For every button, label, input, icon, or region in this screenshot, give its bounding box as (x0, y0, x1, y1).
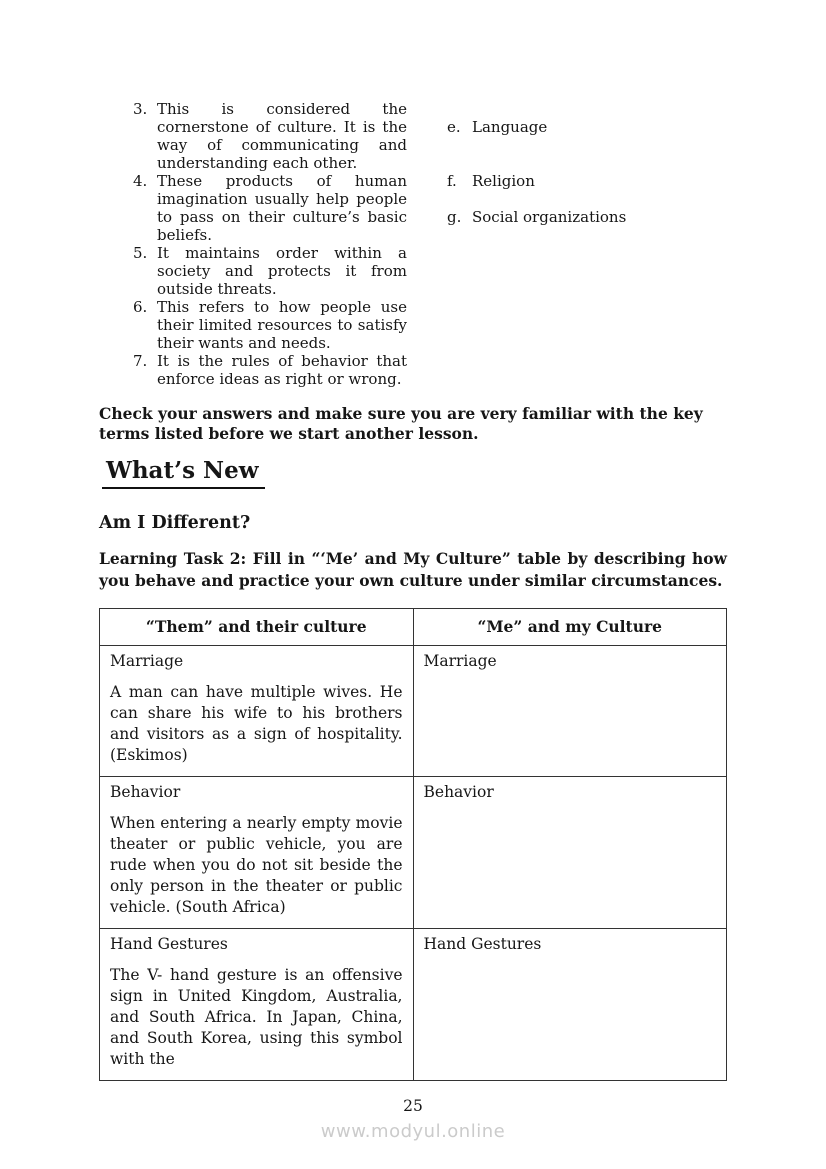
item-number: 4. (133, 172, 148, 190)
item-text: This refers to how people use their limited resources to satisfy their wants and needs. (157, 298, 407, 352)
option-item (447, 172, 535, 190)
option-letter: g. (447, 208, 462, 226)
item-number: 3. (133, 100, 148, 118)
watermark: www.modyul.online (320, 1121, 506, 1142)
activity-title: Am I Different? (99, 513, 251, 533)
option-letter: e. (447, 118, 461, 136)
them-cell (100, 777, 414, 929)
item-text: These products of human imagination usually help people to pass on their culture’s basic beliefs. (157, 172, 407, 244)
page-content (99, 100, 727, 1081)
category-label: Marriage (423, 652, 497, 670)
table-row-behavior (100, 777, 727, 929)
culture-comparison-table (99, 608, 727, 1081)
me-cell (413, 646, 727, 777)
table-header-me: “Me” and my Culture (413, 609, 727, 646)
table-header-them: “Them” and their culture (100, 609, 414, 646)
category-description: A man can have multiple wives. He can share his wife to his brothers and visitors as a sign of hospitality. (Eskimos) (110, 683, 403, 764)
page-number: 25 (403, 1097, 423, 1115)
list-item (133, 100, 407, 172)
list-item (133, 172, 407, 244)
option-label: Social organizations (472, 208, 627, 226)
option-letter: f. (447, 172, 457, 190)
category-label: Marriage (110, 652, 184, 670)
list-item (133, 352, 407, 388)
item-number: 6. (133, 298, 148, 316)
option-item (447, 118, 547, 136)
them-cell (100, 929, 414, 1081)
table-row-marriage (100, 646, 727, 777)
table-header-row (100, 609, 727, 646)
matching-items-list (133, 100, 407, 388)
list-item (133, 298, 407, 352)
option-label: Language (472, 118, 548, 136)
category-label: Behavior (110, 783, 181, 801)
matching-exercise (133, 100, 727, 388)
option-item (447, 208, 626, 226)
category-label: Hand Gestures (110, 935, 228, 953)
me-cell (413, 777, 727, 929)
category-description: The V- hand gesture is an offensive sign in United Kingdom, Australia, and South Africa. In Japan, China, and South Korea, using this symbol with the (110, 966, 403, 1068)
check-answers-note: Check your answers and make sure you are very familiar with the key terms listed before we start another lesson. (99, 404, 703, 443)
category-label: Hand Gestures (423, 935, 542, 953)
them-cell (100, 646, 414, 777)
me-cell (413, 929, 727, 1081)
option-label: Religion (472, 172, 535, 190)
section-heading (102, 458, 727, 489)
item-text: It maintains order within a society and protects it from outside threats. (157, 244, 407, 298)
category-label: Behavior (423, 783, 494, 801)
task-instruction: Learning Task 2: Fill in “‘Me’ and My Culture” table by describing how you behave and practice your own culture under similar circumstances. (99, 549, 727, 590)
table-row-hand-gestures (100, 929, 727, 1081)
item-text: It is the rules of behavior that enforce ideas as right or wrong. (157, 352, 407, 388)
list-item (133, 244, 407, 298)
item-text: This is considered the cornerstone of culture. It is the way of communicating and understanding each other. (157, 100, 407, 172)
section-heading-text: What’s New (102, 458, 265, 489)
category-description: When entering a nearly empty movie theater or public vehicle, you are rude when you do not sit beside the only person in the theater or public vehicle. (South Africa) (110, 814, 403, 916)
item-number: 7. (133, 352, 148, 370)
item-number: 5. (133, 244, 148, 262)
